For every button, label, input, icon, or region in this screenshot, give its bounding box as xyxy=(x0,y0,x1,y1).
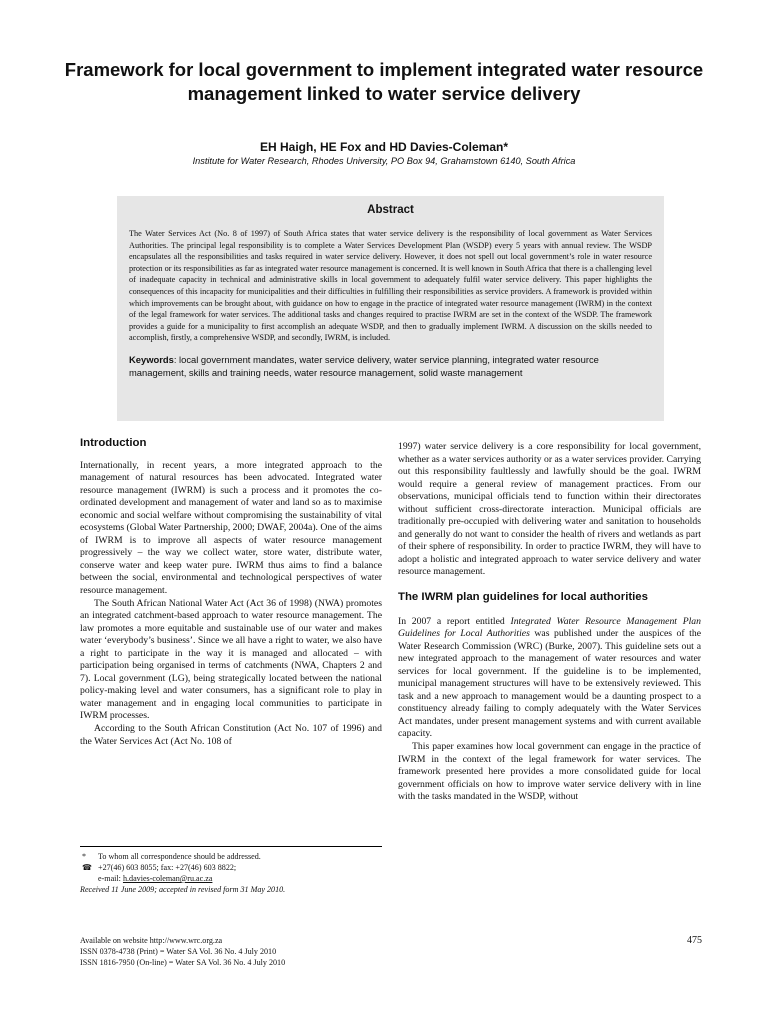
right-paragraph-3: This paper examines how local government can engage in the practice of IWRM in the context of the legal framework for water services. The framework presented here provides a more consolidated guide for local government officials on how to improve water service delivery with in line with the tasks mandated in the WSDP, without xyxy=(398,741,701,803)
received-date: Received 11 June 2009; accepted in revised form 31 May 2010. xyxy=(80,885,286,894)
email-label: e-mail: xyxy=(98,874,123,883)
asterisk-symbol: * xyxy=(82,852,87,861)
footnote-divider xyxy=(80,846,382,847)
phone-fax-text: +27(46) 603 8055; fax: +27(46) 603 8822; xyxy=(98,863,237,872)
journal-info xyxy=(80,936,480,968)
author-list: EH Haigh, HE Fox and HD Davies-Coleman* xyxy=(259,140,509,154)
page-number: 475 xyxy=(687,935,702,946)
left-column xyxy=(80,437,382,748)
right-column xyxy=(398,441,701,804)
para2-text-start: In 2007 a report entitled xyxy=(398,615,511,627)
para2-text-end: was published under the auspices of the Water Research Commission (WRC) (Burke, 2007). This guideline sets out a new integrated approach to the management of water resources and water services for local government. If the guideline is to be implemented, municipal management structures will have to be extensively reviewed. This task and a new approach to management would be a daunting prospect to a constituency already failing to comply adequately with the Water Services Act mandates, under present management systems and with current available capacity. xyxy=(398,628,701,740)
abstract-box xyxy=(117,196,664,421)
introduction-heading: Introduction xyxy=(80,437,147,449)
issn-print-line: ISSN 0378-4738 (Print) = Water SA Vol. 36 No. 4 July 2010 xyxy=(80,946,277,956)
abstract-text: The Water Services Act (No. 8 of 1997) of South Africa states that water service delivery is the responsibility of local government as Water Services Authorities. The principal legal responsibility is to complete a Water Services Development Plan (WSDP) every 5 years with annual review. The WSDP encapsulates all the responsibilities and tasks required in water service delivery. However, it does not spell out local government’s role in water resource protection or its responsibilities as far as integrated water resource management is concerned. It is well known in South Africa that there is a challenging level of inadequate capacity in technical and administrative skills in local government to adequately fulfil water service delivery. This paper highlights the consequences of this incapacity for municipalities and their difficulties in fulfilling their responsibilities as service providers. A framework is provided within which improvements can be brought about, with guidance on how to engage in the practice of integrated water resource management (IWRM) in the context of the legal framework for water services. The additional tasks and changes required to practise IWRM are set in the context of the WSDP. The framework provides a guide for a municipality to first accomplish an adequate WSDP, and then to gradually implement IWRM. A discussion on the skills needed to accomplish, firstly, a comprehensive WSDP, and secondly, IWRM, is included. xyxy=(129,229,652,343)
keywords-text: : local government mandates, water service delivery, water service planning, integrated water resource management, skills and training needs, water resource management, solid waste management xyxy=(129,353,599,378)
report-title: Integrated Water Resource Management Plan Guidelines for Local Authorities xyxy=(398,615,701,640)
website-line: Available on website http://www.wrc.org.za xyxy=(80,936,223,945)
phone-note xyxy=(80,862,390,873)
intro-paragraph-2: The South African National Water Act (Act 36 of 1998) (NWA) promotes an integrated catchment-based approach to water resource management. The law promotes a more equitable and sustainable use of our water and makes water ‘everybody’s business’. Since we all have a right to water, we also have a right to participate in the way it is managed and allocated – with participation being organised in terms of catchments (NWA, Chapters 2 and 7). Local government (LG), being strategically located between the national policy-making level and water consumers, has a significant role to play in water management and in engaging local communities to participate in IWRM processes. xyxy=(80,597,382,722)
footnotes xyxy=(80,851,390,895)
article-title: Framework for local government to implement integrated water resource management linked to water service delivery xyxy=(64,59,704,104)
right-paragraph-1: 1997) water service delivery is a core responsibility for local government, whether as a water services authority or as a water services provider. Carrying out this responsibility faultlessly and lawfully should be the goal. IWRM would require a general review of management practices. From our observations, municipal officials tend to function within their directorates without sufficient cross-directorate interaction. Municipal officials are traditionally pre-occupied with delivering water and sanitation to households and generally do not want to consider the health of rivers and wetlands as part of their sphere of responsibility. In order to practice IWRM, they will have to adopt a holistic and integrated approach to water service delivery and water resource management. xyxy=(398,441,701,578)
correspondence-text: To whom all correspondence should be addressed. xyxy=(98,852,261,861)
keywords-label: Keywords xyxy=(129,353,174,365)
abstract-heading: Abstract xyxy=(367,204,414,216)
email-note xyxy=(80,873,390,884)
right-paragraph-2 xyxy=(398,616,701,741)
author-affiliation: Institute for Water Research, Rhodes University, PO Box 94, Grahamstown 6140, South Africa xyxy=(192,156,576,166)
correspondence-note xyxy=(80,851,390,862)
keywords xyxy=(129,353,652,379)
issn-online-line: ISSN 1816-7950 (On-line) = Water SA Vol. 36 No. 4 July 2010 xyxy=(80,957,286,967)
intro-paragraph-1: Internationally, in recent years, a more integrated approach to the management of natural resources has been advocated. Integrated water resource management (IWRM) is such a process and it promotes the co-ordinated development and management of water and land so as to maximise economic and social welfare without compromising the sustainability of vital ecosystems (Global Water Partnership, 2000; DWAF, 2004a). One of the aims of IWRM is to improve all aspects of water resource management progressively – the way we collect water, store water, distribute water, conserve water and keep water pure. IWRM thus aims to find a balance between the social, environmental and technological perspectives of water resource management. xyxy=(80,459,383,597)
phone-icon: ☎ xyxy=(82,863,93,872)
iwrm-guidelines-heading: The IWRM plan guidelines for local authorities xyxy=(398,591,648,604)
intro-paragraph-3: According to the South African Constitution (Act No. 107 of 1996) and the Water Services Act (Act No. 108 of xyxy=(80,723,382,747)
email-link[interactable]: h.davies-coleman@ru.ac.za xyxy=(122,874,213,883)
